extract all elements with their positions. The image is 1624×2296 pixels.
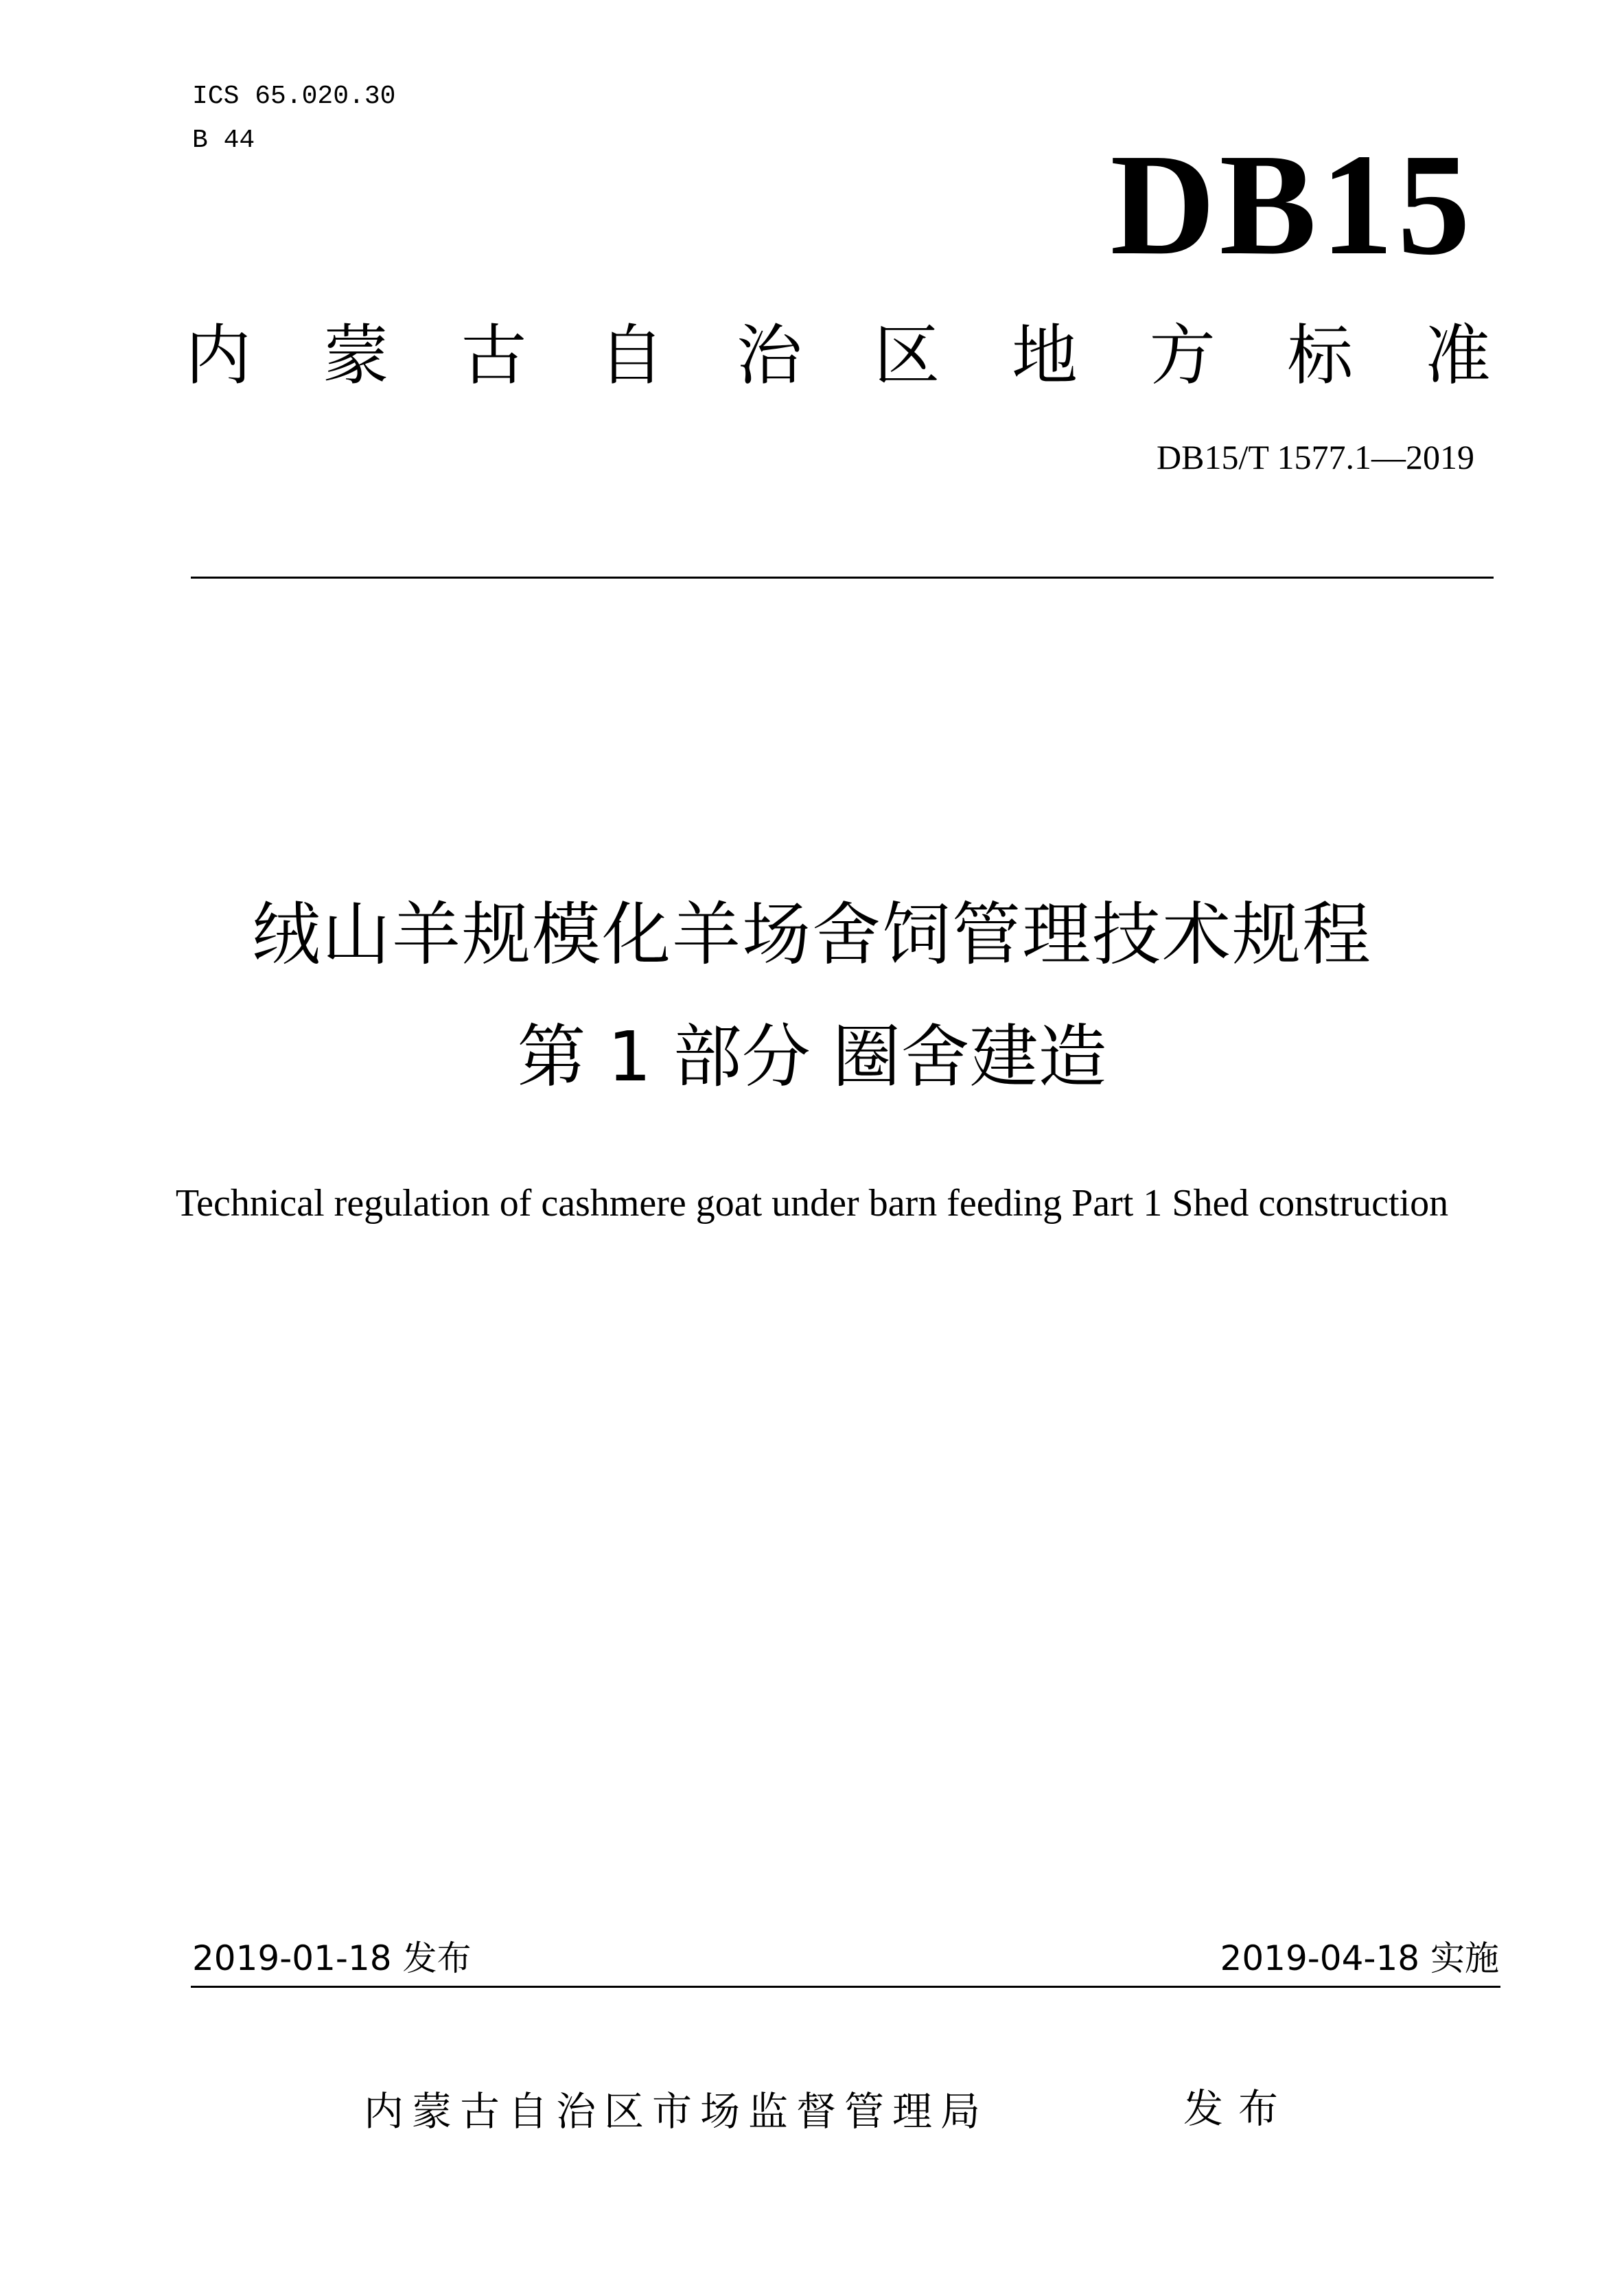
ccs-code: B 44 <box>192 126 255 155</box>
standard-logo: DB15 <box>1110 124 1474 285</box>
implementation-date: 2019-04-18 实施 <box>1220 1938 1499 1978</box>
standard-number: DB15/T 1577.1—2019 <box>1157 438 1474 476</box>
title-english: Technical regulation of cashmere goat under barn feeding Part 1 Shed construction <box>175 1182 1449 1225</box>
issue-label: 发布 <box>1183 2085 1294 2132</box>
standard-type-char: 准 <box>1424 317 1491 394</box>
standard-type-char: 方 <box>1149 317 1216 394</box>
standard-type-char: 自 <box>598 317 664 394</box>
footer-divider <box>191 1986 1500 1988</box>
ics-code: ICS 65.020.30 <box>192 82 396 111</box>
title-chinese-part: 第 1 部分 圈舍建造 <box>517 1017 1107 1097</box>
standard-type-char: 内 <box>185 317 251 394</box>
standard-type-char: 古 <box>461 317 527 394</box>
standard-type-char: 蒙 <box>323 317 389 394</box>
standard-type-char: 治 <box>736 317 802 394</box>
title-chinese-main: 绒山羊规模化羊场舍饲管理技术规程 <box>252 894 1372 975</box>
standard-type-char: 标 <box>1287 317 1354 394</box>
standard-type-char: 地 <box>1011 317 1078 394</box>
standard-type-char: 区 <box>874 317 940 394</box>
standard-type-heading <box>185 314 1491 397</box>
publish-date: 2019-01-18 发布 <box>192 1938 472 1978</box>
issuing-authority: 内蒙古自治区市场监督管理局 <box>364 2088 989 2135</box>
header-divider <box>191 577 1494 579</box>
